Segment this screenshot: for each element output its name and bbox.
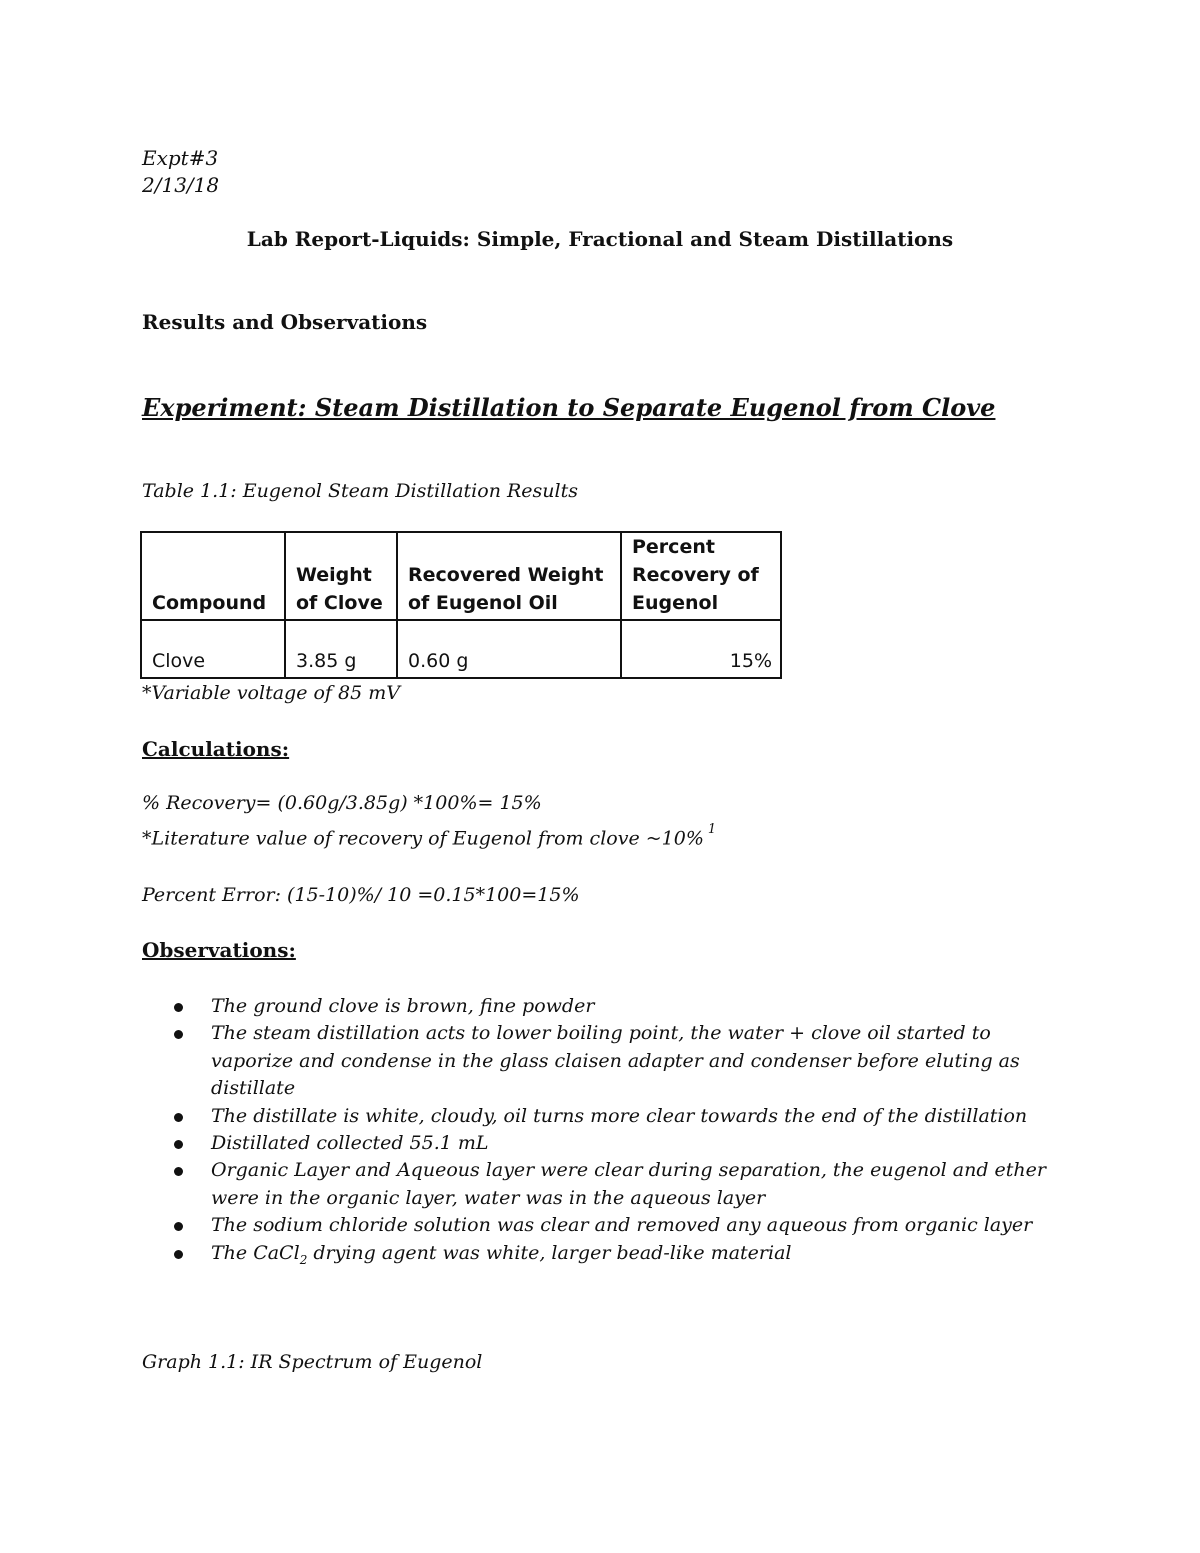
list-item-text-suffix: drying agent was white, larger bead-like material <box>307 1241 792 1264</box>
table-caption: Table 1.1: Eugenol Steam Distillation Results <box>142 480 578 502</box>
observations-list <box>172 993 1072 1274</box>
header-percent-line2: Recovery of <box>632 564 759 586</box>
list-item <box>172 1130 1072 1157</box>
cell-percent: 15% <box>621 620 781 678</box>
list-item-text: Distillated collected 55.1 mL <box>211 1132 489 1155</box>
list-item <box>172 1103 1072 1130</box>
table-footnote: *Variable voltage of 85 mV <box>142 682 400 704</box>
list-item-text: The ground clove is brown, fine powder <box>211 995 595 1017</box>
list-item-text: The distillate is white, cloudy, oil turns more clear towards the end of the distillation <box>211 1104 1028 1127</box>
bullet-icon <box>174 1003 183 1012</box>
bullet-icon <box>174 1030 183 1039</box>
bullet-icon <box>174 1140 183 1149</box>
header-percent <box>621 532 781 620</box>
bullet-icon <box>174 1250 183 1259</box>
header-compound <box>141 532 285 620</box>
list-item <box>172 993 1072 1020</box>
list-item <box>172 1020 1072 1102</box>
list-item <box>172 1212 1072 1239</box>
header-percent-line1: Percent <box>632 536 715 558</box>
list-item-text: The sodium chloride solution was clear and removed any aqueous from organic layer <box>211 1214 1033 1237</box>
experiment-heading: Experiment: Steam Distillation to Separate Eugenol from Clove <box>142 393 996 422</box>
graph-caption: Graph 1.1: IR Spectrum of Eugenol <box>142 1351 483 1373</box>
calculations-heading: Calculations: <box>142 737 290 761</box>
header-recovered <box>397 532 621 620</box>
observations-heading: Observations: <box>142 938 296 962</box>
reference-marker: 1 <box>707 822 717 837</box>
percent-error-calculation: Percent Error: (15-10)%/ 10 =0.15*100=15% <box>142 884 580 906</box>
bullet-icon <box>174 1222 183 1231</box>
list-item-text: Organic Layer and Aqueous layer were clear during separation, the eugenol and ether were in the organic layer, water was in the aqueous layer <box>211 1159 1046 1209</box>
experiment-number: Expt#3 <box>142 146 219 170</box>
list-item <box>172 1240 1072 1274</box>
literature-value <box>142 822 717 850</box>
header-weight-line2: of Clove <box>296 592 383 614</box>
bullet-icon <box>174 1113 183 1122</box>
cell-recovered: 0.60 g <box>397 620 621 678</box>
bullet-icon <box>174 1167 183 1176</box>
document-title: Lab Report-Liquids: Simple, Fractional and Steam Distillations <box>246 227 954 251</box>
header-percent-line3: Eugenol <box>632 592 719 614</box>
list-item <box>172 1157 1072 1212</box>
header-compound-label: Compound <box>152 592 267 614</box>
results-table <box>140 531 782 679</box>
report-date: 2/13/18 <box>142 173 220 197</box>
header-recovered-line2: of Eugenol Oil <box>408 592 558 614</box>
header-recovered-line1: Recovered Weight <box>408 564 604 586</box>
chemical-subscript: 2 <box>299 1252 308 1267</box>
literature-value-text: *Literature value of recovery of Eugenol from clove ~10% <box>142 827 704 850</box>
header-weight-line1: Weight <box>296 564 372 586</box>
cell-compound: Clove <box>141 620 285 678</box>
list-item-text-prefix: The CaCl <box>211 1241 300 1264</box>
list-item-text: The steam distillation acts to lower boiling point, the water + clove oil started to vaporize and condense in the glass claisen adapter and condenser before eluting as distillate <box>211 1022 1020 1100</box>
table-header-row <box>141 532 781 620</box>
header-weight <box>285 532 397 620</box>
section-heading: Results and Observations <box>142 310 428 334</box>
recovery-calculation: % Recovery= (0.60g/3.85g) *100%= 15% <box>142 792 542 814</box>
cell-weight: 3.85 g <box>285 620 397 678</box>
table-row <box>141 620 781 678</box>
